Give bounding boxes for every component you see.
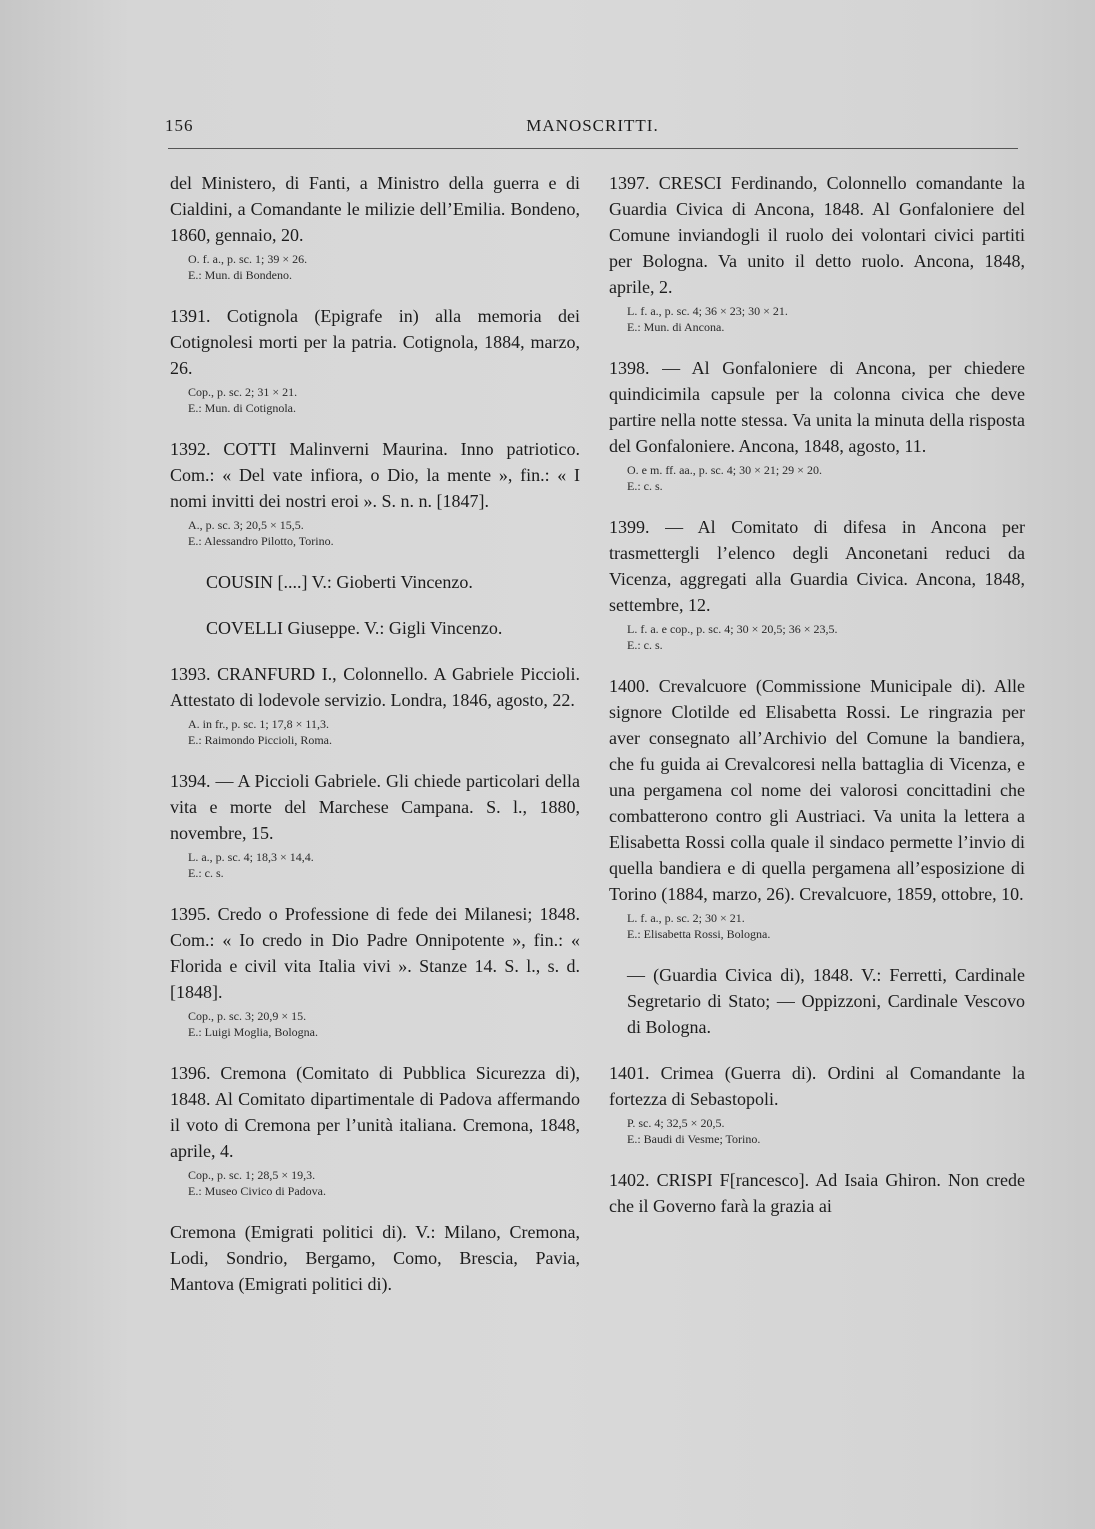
catalog-entry xyxy=(609,1167,1025,1219)
note-description: Cop., p. sc. 3; 20,9 × 15. xyxy=(188,1009,307,1023)
note-description: P. sc. 4; 32,5 × 20,5. xyxy=(627,1116,725,1130)
entry-note xyxy=(627,621,1025,653)
note-owner: E.: Luigi Moglia, Bologna. xyxy=(188,1025,318,1039)
cross-reference: COVELLI Giuseppe. V.: Gigli Vincenzo. xyxy=(206,618,503,638)
entry-note xyxy=(627,462,1025,494)
entry-text: 1395. Credo o Professione di fede dei Milanesi; 1848. Com.: « Io credo in Dio Padre Onnipotente », fin.: « Florida e civil vita Italia vivi ». Stanze 14. S. l., s. d. [1848]. xyxy=(170,904,580,1002)
entry-text: del Ministero, di Fanti, a Ministro della guerra e di Cialdini, a Comandante le milizie dell’Emilia. Bondeno, 1860, gennaio, 20. xyxy=(170,173,580,245)
entry-text: 1400. Crevalcuore (Commissione Municipale di). Alle signore Clotilde ed Elisabetta Rossi. Le ringrazia per aver consegnato all’Archivio del Comune la bandiera, che fu guida ai Crevalcoresi nella battaglia di Vicenza, e una pergamena col nome dei valorosi concittadini che combatterono contro gli Austriaci. Va unita la lettera a Elisabetta Rossi colla quale il sindaco permette l’invio di quella bandiera e di quella pergamena all’esposizione di Torino (1884, marzo, 26). Crevalcuore, 1859, ottobre, 10. xyxy=(609,676,1025,904)
note-owner: E.: Mun. di Cotignola. xyxy=(188,401,296,415)
running-title: MANOSCRITTI. xyxy=(526,116,659,135)
cross-reference: — (Guardia Civica di), 1848. V.: Ferretti, Cardinale Segretario di Stato; — Oppizzoni, Cardinale Vescovo di Bologna. xyxy=(627,965,1025,1037)
catalog-entry xyxy=(170,436,580,549)
page-number: 156 xyxy=(165,116,194,135)
catalog-entry xyxy=(609,355,1025,494)
entry-note xyxy=(188,517,580,549)
note-owner: E.: c. s. xyxy=(188,866,224,880)
catalog-entry xyxy=(170,901,580,1040)
note-owner: E.: Museo Civico di Padova. xyxy=(188,1184,326,1198)
note-description: O. f. a., p. sc. 1; 39 × 26. xyxy=(188,252,308,266)
entry-text: 1393. CRANFURD I., Colonnello. A Gabriele Piccioli. Attestato di lodevole servizio. Londra, 1846, agosto, 22. xyxy=(170,664,580,710)
note-description: L. a., p. sc. 4; 18,3 × 14,4. xyxy=(188,850,314,864)
entry-text: 1399. — Al Comitato di difesa in Ancona per trasmettergli l’elenco degli Anconetani reduci da Vicenza, aggregati alla Guardia Civica. Ancona, 1848, settembre, 12. xyxy=(609,517,1025,615)
entry-note xyxy=(188,1167,580,1199)
note-description: A. in fr., p. sc. 1; 17,8 × 11,3. xyxy=(188,717,329,731)
note-description: O. e m. ff. aa., p. sc. 4; 30 × 21; 29 × 20. xyxy=(627,463,822,477)
entry-note xyxy=(188,716,580,748)
catalog-entry xyxy=(170,303,580,416)
right-column xyxy=(609,170,1025,1239)
catalog-entry xyxy=(609,170,1025,335)
note-description: L. f. a., p. sc. 2; 30 × 21. xyxy=(627,911,745,925)
note-owner: E.: Mun. di Ancona. xyxy=(627,320,725,334)
entry-text: 1397. CRESCI Ferdinando, Colonnello comandante la Guardia Civica di Ancona, 1848. Al Gonfaloniere del Comune inviandogli il ruolo dei volontari civici partiti per Bologna. Va unito il detto ruolo. Ancona, 1848, aprile, 2. xyxy=(609,173,1025,297)
entry-note xyxy=(188,849,580,881)
note-owner: E.: c. s. xyxy=(627,479,663,493)
catalog-entry xyxy=(170,1060,580,1199)
note-owner: E.: Elisabetta Rossi, Bologna. xyxy=(627,927,771,941)
entry-text: 1396. Cremona (Comitato di Pubblica Sicurezza di), 1848. Al Comitato dipartimentale di Padova affermando il voto di Cremona per l’unità italiana. Cremona, 1848, aprile, 4. xyxy=(170,1063,580,1161)
note-description: Cop., p. sc. 2; 31 × 21. xyxy=(188,385,298,399)
cross-reference: Cremona (Emigrati politici di). V.: Milano, Cremona, Lodi, Sondrio, Bergamo, Como, Brescia, Pavia, Mantova (Emigrati politici di). xyxy=(170,1222,580,1294)
note-owner: E.: c. s. xyxy=(627,638,663,652)
entry-note xyxy=(188,384,580,416)
note-description: Cop., p. sc. 1; 28,5 × 19,3. xyxy=(188,1168,316,1182)
left-column xyxy=(170,170,580,1317)
entry-text: 1398. — Al Gonfaloniere di Ancona, per chiedere quindicimila capsule per la colonna civica che deve partire nella notte stessa. Va unita la minuta della risposta del Gonfaloniere. Ancona, 1848, agosto, 11. xyxy=(609,358,1025,456)
catalog-entry xyxy=(170,661,580,748)
catalog-entry xyxy=(170,170,580,283)
entry-text: 1402. CRISPI F[rancesco]. Ad Isaia Ghiron. Non crede che il Governo farà la grazia ai xyxy=(609,1170,1025,1216)
note-owner: E.: Alessandro Pilotto, Torino. xyxy=(188,534,334,548)
cross-reference: COUSIN [....] V.: Gioberti Vincenzo. xyxy=(206,572,473,592)
note-description: A., p. sc. 3; 20,5 × 15,5. xyxy=(188,518,304,532)
entry-text: 1391. Cotignola (Epigrafe in) alla memoria dei Cotignolesi morti per la patria. Cotignola, 1884, marzo, 26. xyxy=(170,306,580,378)
entry-note xyxy=(627,910,1025,942)
entry-text: 1392. COTTI Malinverni Maurina. Inno patriotico. Com.: « Del vate infiora, o Dio, la mente », fin.: « I nomi invitti dei nostri eroi ». S. n. n. [1847]. xyxy=(170,439,580,511)
note-owner: E.: Baudi di Vesme; Torino. xyxy=(627,1132,761,1146)
note-description: L. f. a. e cop., p. sc. 4; 30 × 20,5; 36 × 23,5. xyxy=(627,622,838,636)
entry-note xyxy=(188,1008,580,1040)
note-owner: E.: Mun. di Bondeno. xyxy=(188,268,292,282)
note-owner: E.: Raimondo Piccioli, Roma. xyxy=(188,733,332,747)
entry-text: 1394. — A Piccioli Gabriele. Gli chiede particolari della vita e morte del Marchese Campana. S. l., 1880, novembre, 15. xyxy=(170,771,580,843)
catalog-entry xyxy=(609,1060,1025,1147)
catalog-entry xyxy=(609,673,1025,942)
catalog-entry xyxy=(609,514,1025,653)
header-rule xyxy=(168,148,1018,149)
note-description: L. f. a., p. sc. 4; 36 × 23; 30 × 21. xyxy=(627,304,788,318)
catalog-entry xyxy=(170,768,580,881)
entry-note xyxy=(627,303,1025,335)
page-header xyxy=(165,116,1020,142)
entry-text: 1401. Crimea (Guerra di). Ordini al Comandante la fortezza di Sebastopoli. xyxy=(609,1063,1025,1109)
entry-note xyxy=(627,1115,1025,1147)
entry-note xyxy=(188,251,580,283)
